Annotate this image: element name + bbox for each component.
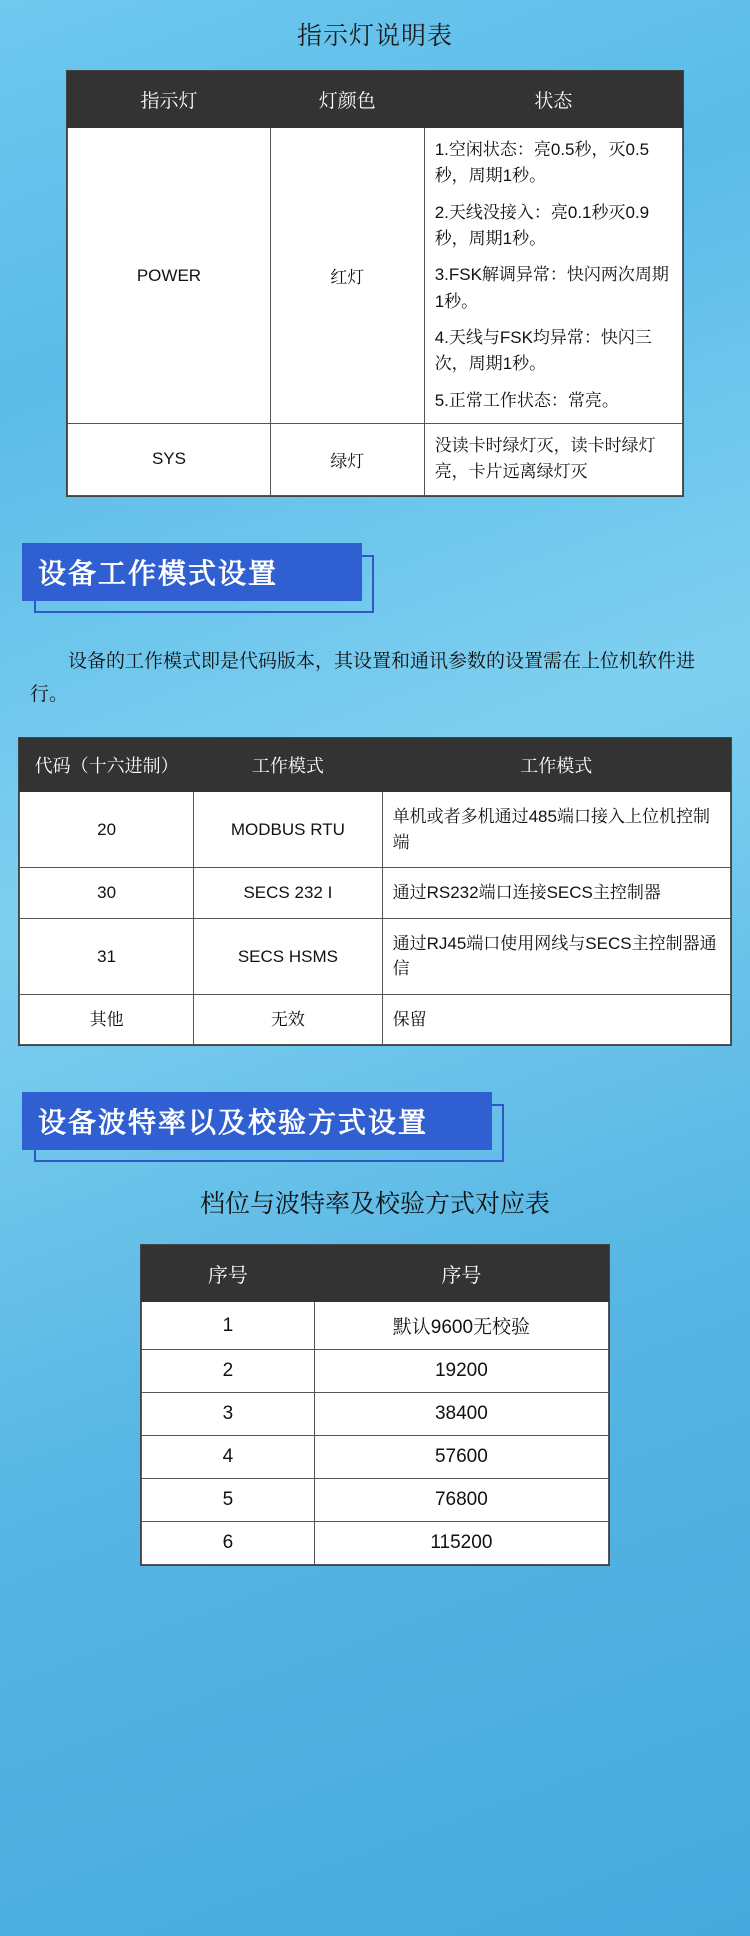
- banner-label-baud-rate: 设备波特率以及校验方式设置: [38, 1107, 429, 1139]
- status-line-4: 4.天线与FSK均异常：快闪三次，周期1秒。: [434, 328, 652, 374]
- cell-code: 其他: [20, 994, 194, 1045]
- cell-status-power: [424, 128, 682, 424]
- cell-index: 5: [142, 1479, 315, 1522]
- cell-status-sys: 没读卡时绿灯灭，读卡时绿灯亮，卡片远离绿灯灭: [424, 424, 682, 496]
- cell-light-power: POWER: [68, 128, 271, 424]
- status-line-1: 1.空闲状态：亮0.5秒，灭0.5秒，周期1秒。: [434, 140, 650, 186]
- status-line-5: 5.正常工作状态：常亮。: [434, 390, 619, 410]
- table-row: [68, 424, 683, 496]
- cell-mode-desc: 单机或者多机通过485端口接入上位机控制端: [382, 792, 730, 868]
- table-header: [20, 739, 731, 792]
- table-row: [68, 128, 683, 424]
- banner-fill: [22, 543, 362, 601]
- cell-index: 3: [142, 1393, 315, 1436]
- cell-index: 2: [142, 1350, 315, 1393]
- cell-index: 4: [142, 1436, 315, 1479]
- section-indicator-lights: [0, 0, 750, 497]
- cell-mode-desc: 保留: [382, 994, 730, 1045]
- cell-code: 30: [20, 868, 194, 919]
- cell-baud: 115200: [314, 1522, 608, 1565]
- status-line-2: 2.天线没接入：亮0.1秒灭0.9秒，周期1秒。: [434, 202, 650, 249]
- work-mode-table: [19, 738, 731, 1045]
- table-header: [142, 1246, 609, 1302]
- column-header-status: 状态: [424, 72, 682, 128]
- cell-mode: SECS HSMS: [194, 918, 382, 994]
- cell-baud: 76800: [314, 1479, 608, 1522]
- column-header-index: 序号: [142, 1246, 315, 1302]
- cell-baud: 38400: [314, 1393, 608, 1436]
- cell-color-green: 绿灯: [270, 424, 424, 496]
- table-body: [20, 792, 731, 1045]
- table-row: [142, 1436, 609, 1479]
- table-row: [20, 994, 731, 1045]
- cell-code: 31: [20, 918, 194, 994]
- table-header-row: [142, 1246, 609, 1302]
- page-title: 指示灯说明表: [296, 22, 453, 50]
- table-header-row: [20, 739, 731, 792]
- cell-mode-desc: 通过RJ45端口使用网线与SECS主控制器通信: [382, 918, 730, 994]
- table-body: [68, 128, 683, 496]
- column-header-mode-desc: 工作模式: [382, 739, 730, 792]
- baud-rate-table: [141, 1245, 609, 1565]
- section-work-mode: [0, 543, 750, 1047]
- indicator-light-table: [67, 71, 683, 496]
- cell-baud: 57600: [314, 1436, 608, 1479]
- column-header-mode: 工作模式: [194, 739, 382, 792]
- work-mode-table-container: [18, 737, 732, 1046]
- table-row: [142, 1479, 609, 1522]
- table-row: [142, 1393, 609, 1436]
- baud-rate-table-container: [140, 1244, 610, 1566]
- cell-mode: SECS 232 I: [194, 868, 382, 919]
- cell-light-sys: SYS: [68, 424, 271, 496]
- table-row: [142, 1350, 609, 1393]
- table-row: [142, 1302, 609, 1350]
- status-line-3: 3.FSK解调异常：快闪两次周期1秒。: [434, 265, 669, 311]
- column-header-value: 序号: [314, 1246, 608, 1302]
- cell-index: 6: [142, 1522, 315, 1565]
- table-header: [68, 72, 683, 128]
- indicator-light-table-container: [66, 70, 684, 497]
- cell-baud: 19200: [314, 1350, 608, 1393]
- work-mode-paragraph: 设备的工作模式即是代码版本，其设置和通讯参数的设置需在上位机软件进行。: [30, 650, 696, 706]
- column-header-code: 代码（十六进制）: [20, 739, 194, 792]
- table-body: [142, 1302, 609, 1565]
- cell-mode: MODBUS RTU: [194, 792, 382, 868]
- table-row: [20, 868, 731, 919]
- table-row: [20, 918, 731, 994]
- cell-mode-desc: 通过RS232端口连接SECS主控制器: [382, 868, 730, 919]
- banner-label-work-mode: 设备工作模式设置: [38, 557, 279, 589]
- baud-rate-subtitle: 档位与波特率及校验方式对应表: [199, 1190, 550, 1219]
- cell-baud: 默认9600无校验: [314, 1302, 608, 1350]
- table-header-row: [68, 72, 683, 128]
- table-row: [142, 1522, 609, 1565]
- cell-index: 1: [142, 1302, 315, 1350]
- table-row: [20, 792, 731, 868]
- section-baud-rate: [0, 1092, 750, 1566]
- banner-fill: [22, 1092, 492, 1150]
- cell-mode: 无效: [194, 994, 382, 1045]
- banner-work-mode: [22, 543, 362, 601]
- column-header-light: 指示灯: [68, 72, 271, 128]
- cell-color-red: 红灯: [270, 128, 424, 424]
- column-header-color: 灯颜色: [270, 72, 424, 128]
- banner-baud-rate: [22, 1092, 492, 1150]
- cell-code: 20: [20, 792, 194, 868]
